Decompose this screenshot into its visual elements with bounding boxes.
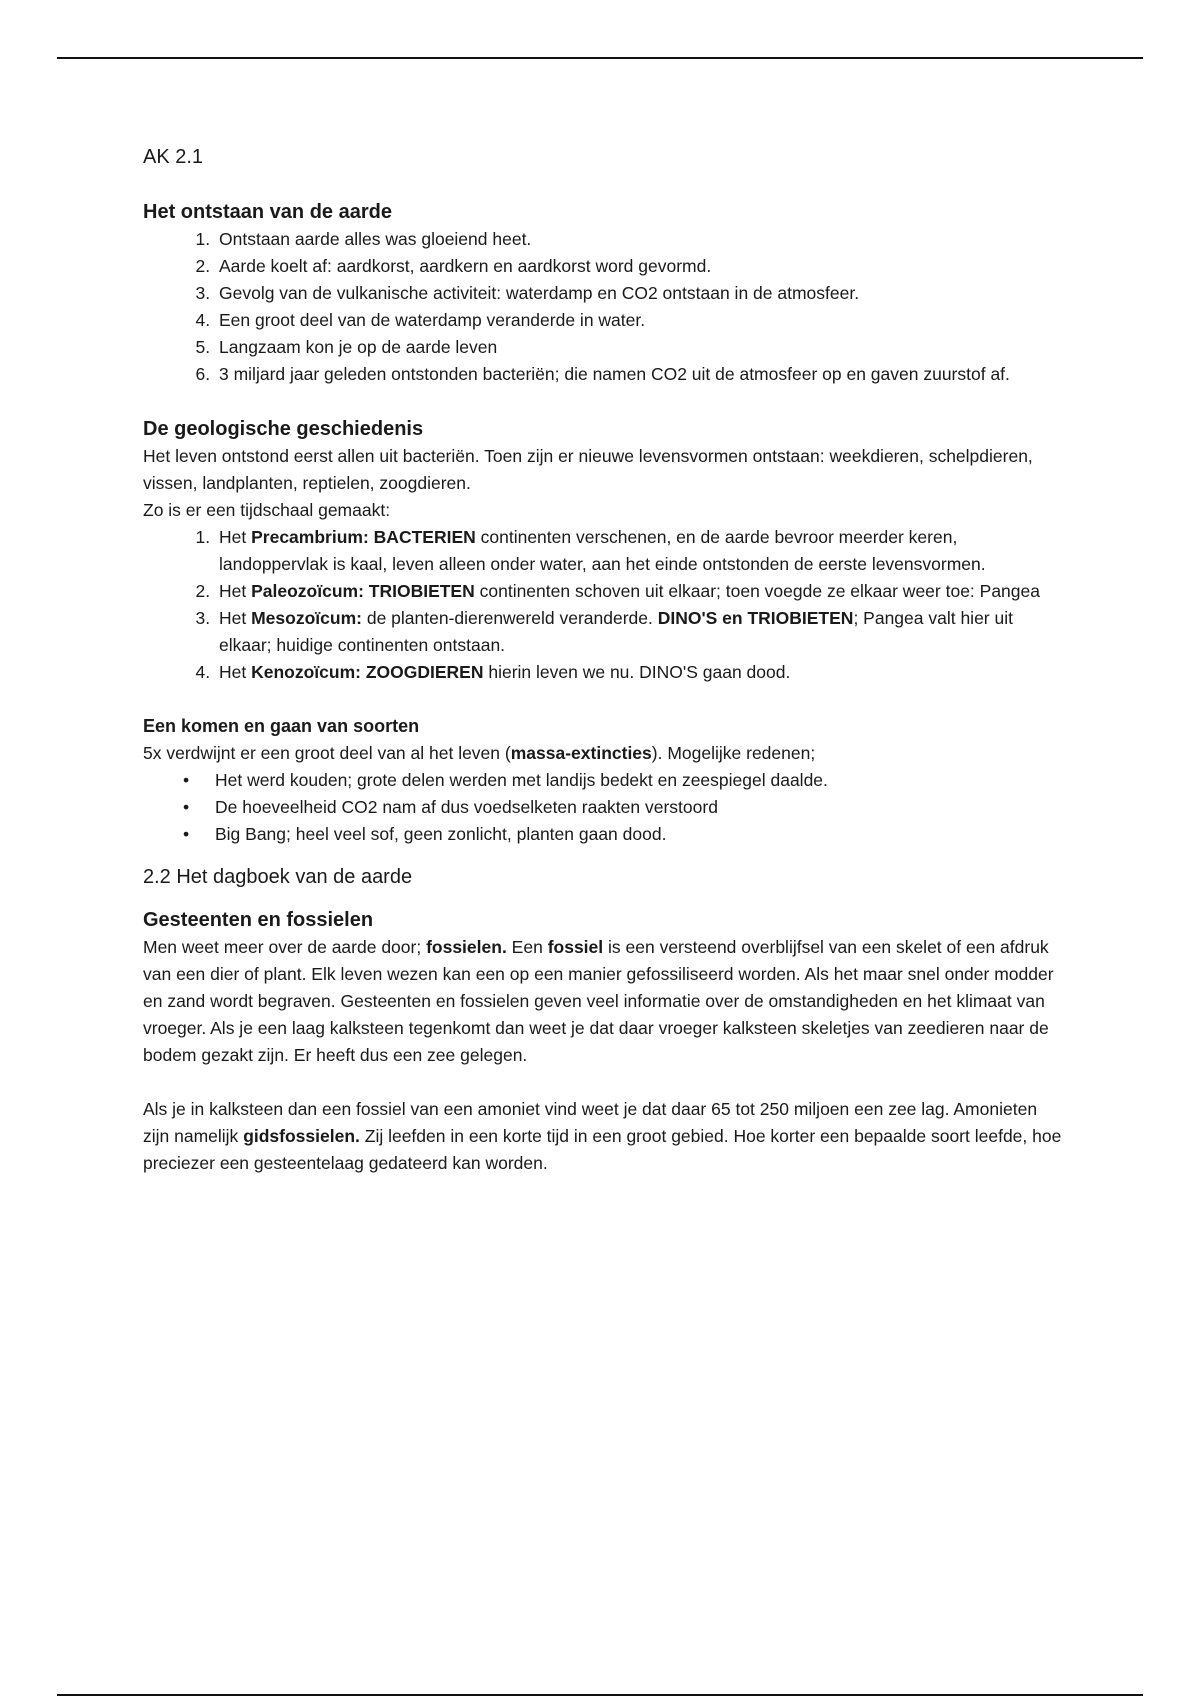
para-text: Men weet meer over de aarde door; bbox=[143, 937, 427, 957]
bullet-item: • De hoeveelheid CO2 nam af dus voedselketen raakten verstoord bbox=[215, 794, 1063, 821]
footer-rule bbox=[57, 1694, 1143, 1696]
geologische-intro2: Zo is er een tijdschaal gemaakt: bbox=[143, 500, 391, 520]
section-label-22: 2.2 Het dagboek van de aarde bbox=[143, 866, 413, 888]
bullet-item: • Het werd kouden; grote delen werden met landijs bedekt en zeespiegel daalde. bbox=[215, 767, 1063, 794]
era-life: DINO'S en TRIOBIETEN bbox=[657, 608, 854, 628]
era-text: continenten verschenen, en de aarde bevroor meerder keren, landoppervlak is kaal, leven alleen onder water, aan het einde ontstonden de eerste levensvormen. bbox=[219, 527, 986, 574]
era-item-precambrium bbox=[215, 524, 1063, 578]
soorten-intro-text: 5x verdwijnt er een groot deel van al het leven ( bbox=[143, 743, 511, 763]
era-name: Precambrium: bbox=[251, 527, 369, 547]
gesteenten-paragraph-1 bbox=[143, 934, 1063, 1069]
header-rule bbox=[57, 57, 1143, 59]
para-text: Als je in kalksteen dan een fossiel van een amoniet vind weet je dat daar 65 tot 250 miljoen een zee lag. Amonieten zijn namelijk bbox=[143, 1099, 1038, 1146]
soorten-intro-bold: massa-extincties bbox=[510, 743, 652, 763]
era-item-kenozoicum bbox=[215, 659, 1063, 686]
bullet-item: • Big Bang; heel veel sof, geen zonlicht, planten gaan dood. bbox=[215, 821, 1063, 848]
soorten-intro bbox=[143, 740, 1063, 767]
list-item: 5. Langzaam kon je op de aarde leven bbox=[215, 334, 1063, 361]
era-mid: de planten-dierenwereld veranderde. bbox=[361, 608, 658, 628]
era-prefix: Het bbox=[219, 608, 252, 628]
para-text: Zij leefden in een korte tijd in een groot gebied. Hoe korter een bepaalde soort leefde, hoe preciezer een gesteentelaag gedateerd kan worden. bbox=[143, 1126, 1062, 1173]
era-name: Paleozoïcum: TRIOBIETEN bbox=[251, 581, 475, 601]
heading-geologische: De geologische geschiedenis bbox=[143, 418, 424, 440]
list-item: 1. Ontstaan aarde alles was gloeiend heet. bbox=[215, 226, 1063, 253]
section-label-ak: AK 2.1 bbox=[143, 146, 204, 168]
era-list bbox=[143, 524, 1063, 686]
para-bold: fossielen. bbox=[426, 937, 507, 957]
list-item: 3. Gevolg van de vulkanische activiteit: waterdamp en CO2 ontstaan in de atmosfeer. bbox=[215, 280, 1063, 307]
document-body bbox=[143, 143, 1063, 1177]
era-text: ; Pangea valt hier uit elkaar; huidige continenten ontstaan. bbox=[219, 608, 1013, 655]
era-name: Kenozoïcum: ZOOGDIEREN bbox=[251, 662, 484, 682]
heading-gesteenten: Gesteenten en fossielen bbox=[143, 909, 374, 931]
era-prefix: Het bbox=[219, 581, 252, 601]
para-bold: gidsfossielen. bbox=[243, 1126, 360, 1146]
para-bold: fossiel bbox=[547, 937, 604, 957]
era-name: Mesozoïcum: bbox=[251, 608, 362, 628]
era-text: continenten schoven uit elkaar; toen voegde ze elkaar weer toe: Pangea bbox=[474, 581, 1040, 601]
era-item-paleozoicum bbox=[215, 578, 1063, 605]
heading-soorten: Een komen en gaan van soorten bbox=[143, 716, 420, 736]
era-prefix: Het bbox=[219, 527, 252, 547]
list-item: 6. 3 miljard jaar geleden ontstonden bacteriën; die namen CO2 uit de atmosfeer op en gaven zuurstof af. bbox=[215, 361, 1063, 388]
ontstaan-list bbox=[143, 226, 1063, 388]
soorten-intro-text: ). Mogelijke redenen; bbox=[651, 743, 816, 763]
gesteenten-paragraph-2 bbox=[143, 1096, 1063, 1177]
list-item: 4. Een groot deel van de waterdamp veranderde in water. bbox=[215, 307, 1063, 334]
list-item: 2. Aarde koelt af: aardkorst, aardkern en aardkorst word gevormd. bbox=[215, 253, 1063, 280]
heading-ontstaan: Het ontstaan van de aarde bbox=[143, 201, 392, 223]
para-text: Een bbox=[506, 937, 548, 957]
geologische-intro: Het leven ontstond eerst allen uit bacteriën. Toen zijn er nieuwe levensvormen ontstaan: weekdieren, schelpdieren, vissen, landplanten, reptielen, zoogdieren. bbox=[143, 446, 1033, 493]
era-prefix: Het bbox=[219, 662, 252, 682]
para-text: is een versteend overblijfsel van een skelet of een afdruk van een dier of plant. Elk leven wezen kan een op een manier gefossiliseerd worden. Als het maar snel onder modder en zand wordt begraven. Gesteenten en fossielen geven veel informatie over de omstandigheden en het klimaat van vroeger. Als je een laag kalksteen tegenkomt dan weet je dat daar vroeger kalksteen skeletjes van zeedieren naar de bodem gezakt zijn. Er heeft dus een zee gelegen. bbox=[143, 937, 1054, 1065]
reasons-list bbox=[143, 767, 1063, 848]
era-text: hierin leven we nu. DINO'S gaan dood. bbox=[483, 662, 791, 682]
era-item-mesozoicum bbox=[215, 605, 1063, 659]
era-life: BACTERIEN bbox=[373, 527, 476, 547]
